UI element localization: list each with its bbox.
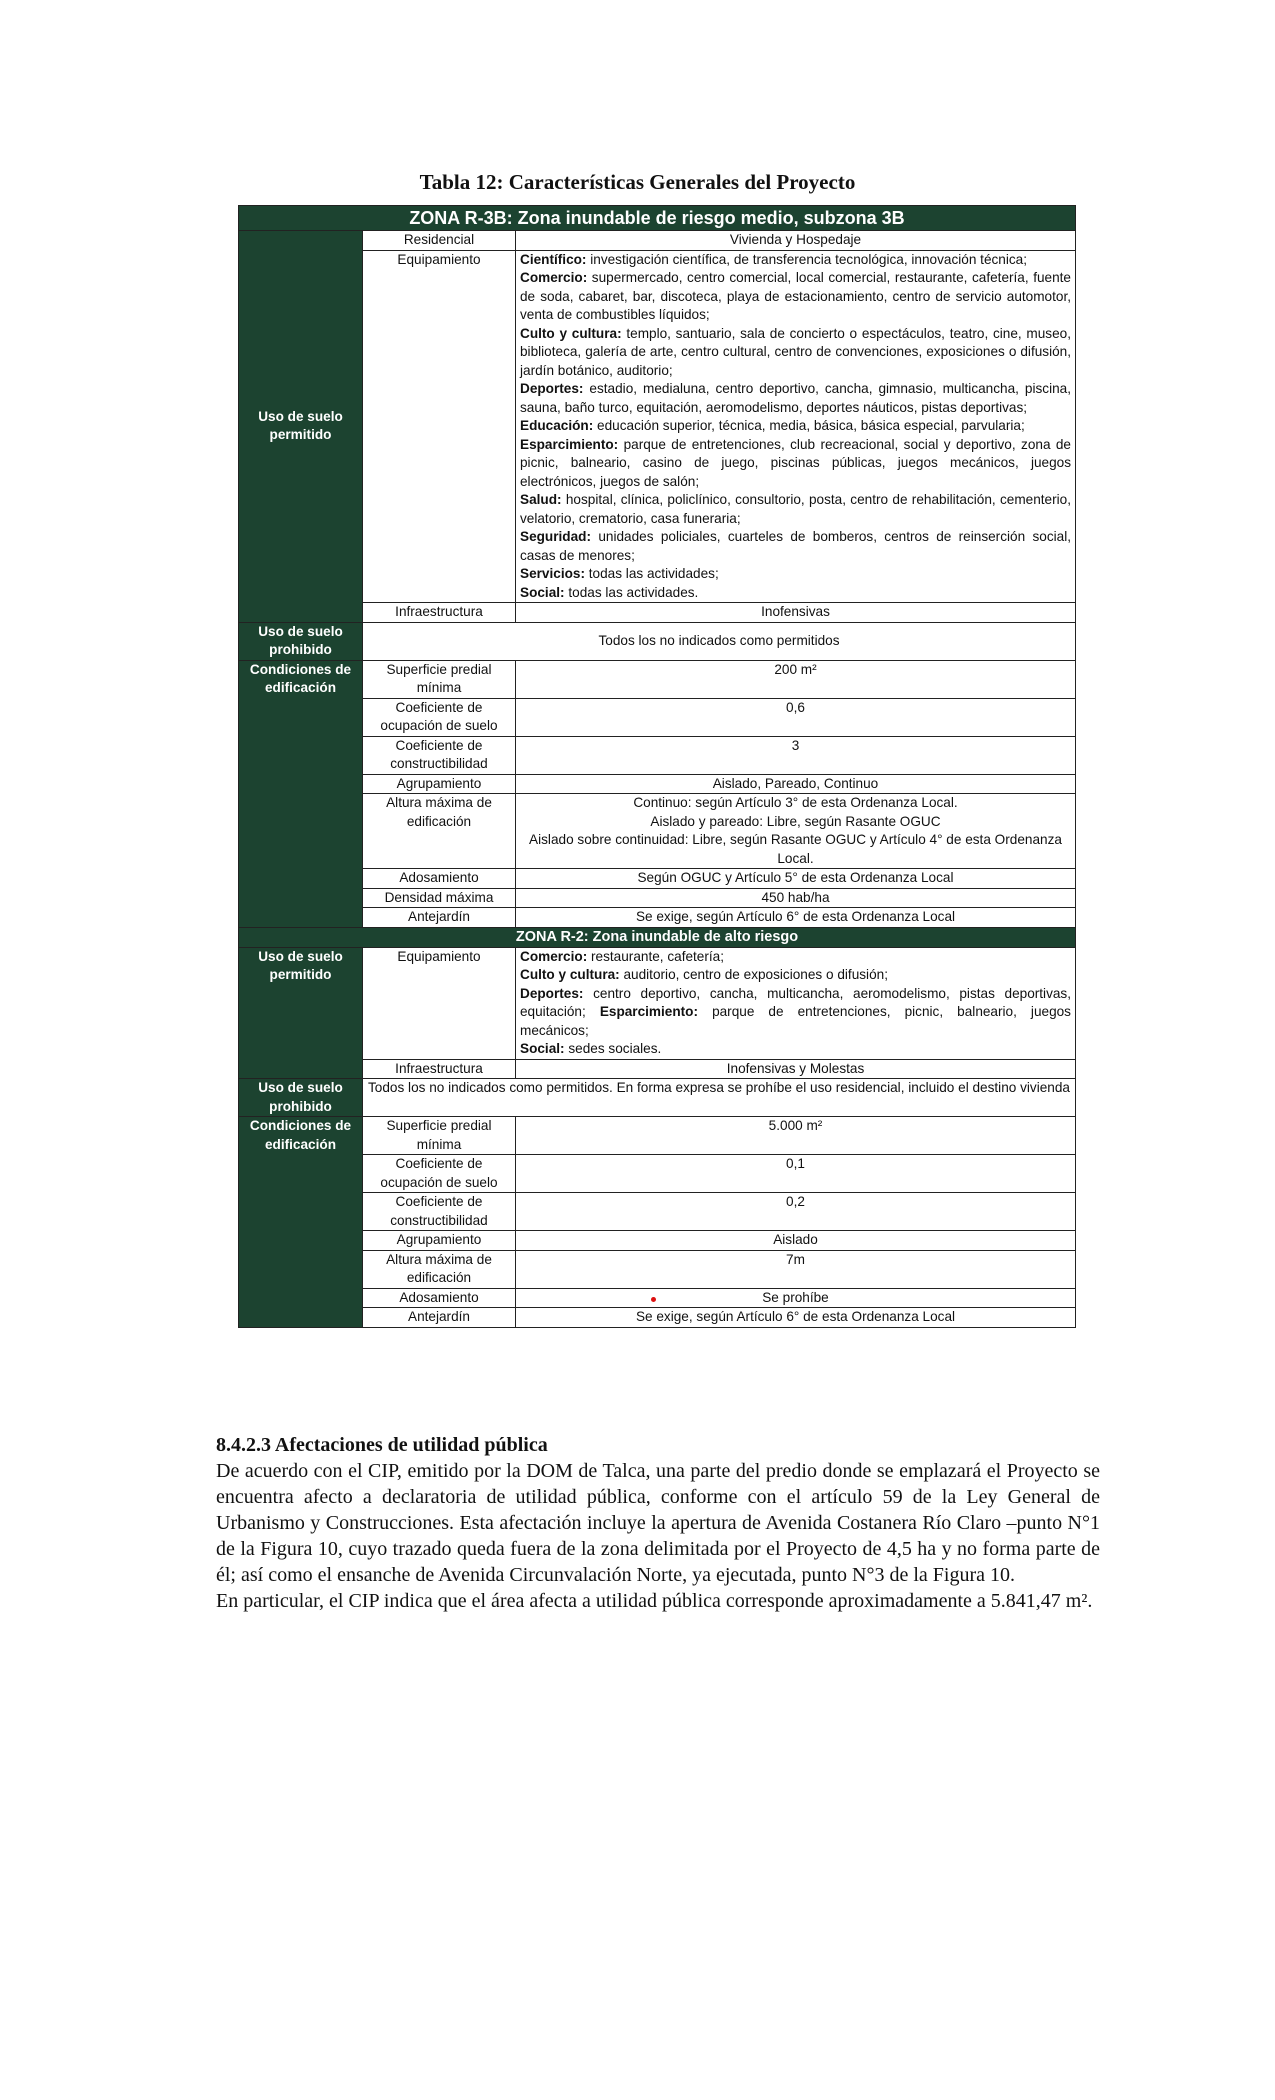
equip-text: supermercado, centro comercial, local comercial, restaurante, cafetería, fuente de soda, cabaret, bar, discoteca, playa de estacionamiento, centro de servicio automotor, venta de combustibles líquidos; bbox=[520, 270, 1071, 322]
cond-label: Adosamiento bbox=[363, 1288, 516, 1308]
section-body bbox=[216, 1432, 1100, 1614]
equip-text: estadio, medialuna, centro deportivo, cancha, gimnasio, multicancha, piscina, sauna, baño turco, equitación, aeromodelismo, deportes náuticos, pistas deportivas; bbox=[520, 381, 1071, 415]
cond-value: Según OGUC y Artículo 5° de esta Ordenanza Local bbox=[516, 869, 1076, 889]
table-row bbox=[239, 603, 1076, 623]
equip-cat: Deportes: bbox=[520, 985, 584, 1001]
equipamiento-label: Equipamiento bbox=[363, 947, 516, 1059]
cond-label: Antejardín bbox=[363, 1308, 516, 1328]
cond-label: Agrupamiento bbox=[363, 1231, 516, 1251]
equip-cat: Esparcimiento: bbox=[599, 1004, 699, 1019]
table-row bbox=[239, 1288, 1076, 1308]
table-row bbox=[239, 736, 1076, 774]
table-row bbox=[239, 1117, 1076, 1155]
uso-prohibido-value: Todos los no indicados como permitidos bbox=[363, 622, 1076, 660]
cond-label: Superficie predial mínima bbox=[363, 660, 516, 698]
equip-text: parque de entretenciones, club recreacional, social y deportivo, zona de picnic, balneario, casino de juego, piscinas públicas, juegos mecánicos, juegos electrónicos, juegos de salón; bbox=[520, 436, 1071, 489]
cond-value: Aislado, Pareado, Continuo bbox=[516, 774, 1076, 794]
table-row bbox=[239, 888, 1076, 908]
cond-value: Continuo: según Artículo 3° de esta Ordenanza Local. Aislado y pareado: Libre, según Rasante OGUC Aislado sobre continuidad: Libre, según Rasante OGUC y Artículo 4° de esta Ordenanza Local. bbox=[516, 794, 1076, 869]
cond-value: Se prohíbe bbox=[516, 1288, 1076, 1308]
equip-cat: Culto y cultura: bbox=[520, 967, 620, 982]
equip-cat: Social: bbox=[520, 1041, 565, 1056]
cond-label: Antejardín bbox=[363, 908, 516, 928]
equip-text: restaurante, cafetería; bbox=[591, 948, 725, 964]
uso-permitido-label: Uso de suelo permitido bbox=[239, 231, 363, 623]
table-row bbox=[239, 794, 1076, 869]
cond-label: Altura máxima de edificación bbox=[363, 794, 516, 869]
table-row bbox=[239, 1308, 1076, 1328]
cond-label: Coeficiente de constructibilidad bbox=[363, 736, 516, 774]
equip-cat: Esparcimiento: bbox=[520, 436, 619, 452]
equip-text: todas las actividades. bbox=[568, 584, 699, 600]
equipamiento-list bbox=[516, 250, 1076, 603]
equipamiento-label: Equipamiento bbox=[363, 250, 516, 603]
equip-text: templo, santuario, sala de concierto o espectáculos, teatro, cine, museo, biblioteca, galería de arte, centro cultural, centro de convenciones, exposiciones o difusión, jardín botánico, auditorio; bbox=[520, 325, 1071, 378]
cond-label: Coeficiente de ocupación de suelo bbox=[363, 1155, 516, 1193]
infraestructura-value: Inofensivas y Molestas bbox=[516, 1059, 1076, 1079]
table-row bbox=[239, 250, 1076, 603]
table-row bbox=[239, 660, 1076, 698]
condiciones-label: Condiciones de edificación bbox=[239, 660, 363, 927]
cond-value: 200 m² bbox=[516, 660, 1076, 698]
equip-text: todas las actividades; bbox=[588, 566, 719, 581]
equip-text: sedes sociales. bbox=[568, 1041, 662, 1056]
equip-cat: Educación: bbox=[520, 418, 594, 433]
cond-label: Superficie predial mínima bbox=[363, 1117, 516, 1155]
equip-text: hospital, clínica, policlínico, consultorio, posta, centro de rehabilitación, cementerio, velatorio, crematorio, casa funeraria; bbox=[520, 492, 1071, 526]
uso-prohibido-value: Todos los no indicados como permitidos. En forma expresa se prohíbe el uso residencial, incluido el destino vivienda bbox=[363, 1079, 1076, 1117]
equip-text: investigación científica, de transferencia tecnológica, innovación técnica; bbox=[590, 251, 1028, 267]
condiciones-label: Condiciones de edificación bbox=[239, 1117, 363, 1328]
cond-value: 450 hab/ha bbox=[516, 888, 1076, 908]
table-row bbox=[239, 1193, 1076, 1231]
equip-cat: Seguridad: bbox=[520, 529, 591, 544]
residencial-value: Vivienda y Hospedaje bbox=[516, 231, 1076, 251]
infraestructura-label: Infraestructura bbox=[363, 603, 516, 623]
zone-title: ZONA R-2: Zona inundable de alto riesgo bbox=[239, 927, 1076, 947]
uso-prohibido-label: Uso de suelo prohibido bbox=[239, 622, 363, 660]
equip-text: educación superior, técnica, media, básica, básica especial, parvularia; bbox=[597, 418, 1025, 433]
table-row bbox=[239, 774, 1076, 794]
equip-text: centro deportivo, cancha, multicancha, aeromodelismo, pistas deportivas, equitación; bbox=[520, 985, 1072, 1019]
table-row bbox=[239, 1250, 1076, 1288]
paragraph: De acuerdo con el CIP, emitido por la DOM de Talca, una parte del predio donde se emplazará el Proyecto se encuentra afecto a declaratoria de utilidad pública, conforme con el artículo 59 de la Ley General de Urbanismo y Construcciones. Esta afectación incluye la apertura de Avenida Costanera Río Claro –punto N°1 de la Figura 10, cuyo trazado queda fuera de la zona delimitada por el Proyecto de 4,5 ha y no forma parte de él; así como el ensanche de Avenida Circunvalación Norte, ya ejecutada, punto N°3 de la Figura 10. bbox=[216, 1460, 1100, 1586]
cond-value: 0,1 bbox=[516, 1155, 1076, 1193]
table-row bbox=[239, 1231, 1076, 1251]
uso-permitido-label: Uso de suelo permitido bbox=[239, 947, 363, 1079]
table-row bbox=[239, 1079, 1076, 1117]
equip-text: parque de entretenciones, picnic, balneario, juegos mecánicos; bbox=[520, 1004, 1071, 1038]
table-row bbox=[239, 908, 1076, 928]
equip-cat: Culto y cultura: bbox=[520, 325, 622, 341]
cond-value: Se exige, según Artículo 6° de esta Ordenanza Local bbox=[516, 1308, 1076, 1328]
cond-label: Densidad máxima bbox=[363, 888, 516, 908]
cond-label: Altura máxima de edificación bbox=[363, 1250, 516, 1288]
cond-value: Se exige, según Artículo 6° de esta Ordenanza Local bbox=[516, 908, 1076, 928]
table-row bbox=[239, 947, 1076, 1059]
cond-label: Agrupamiento bbox=[363, 774, 516, 794]
characteristics-table bbox=[238, 205, 1076, 1328]
zone-header-row bbox=[239, 927, 1076, 947]
zone-title: ZONA R-3B: Zona inundable de riesgo medio, subzona 3B bbox=[239, 206, 1076, 231]
residencial-label: Residencial bbox=[363, 231, 516, 251]
table-row bbox=[239, 698, 1076, 736]
table-row bbox=[239, 869, 1076, 889]
uso-prohibido-label: Uso de suelo prohibido bbox=[239, 1079, 363, 1117]
cond-value: 7m bbox=[516, 1250, 1076, 1288]
cond-value: 5.000 m² bbox=[516, 1117, 1076, 1155]
zone-header-row bbox=[239, 206, 1076, 231]
infraestructura-value: Inofensivas bbox=[516, 603, 1076, 623]
table-caption: Tabla 12: Características Generales del Proyecto bbox=[419, 170, 856, 194]
equipamiento-list bbox=[516, 947, 1076, 1059]
cond-label: Coeficiente de constructibilidad bbox=[363, 1193, 516, 1231]
equip-text: auditorio, centro de exposiciones o difusión; bbox=[623, 967, 888, 982]
red-dot-mark bbox=[651, 1297, 656, 1302]
cond-label: Coeficiente de ocupación de suelo bbox=[363, 698, 516, 736]
equip-cat: Social: bbox=[520, 584, 565, 600]
paragraph: En particular, el CIP indica que el área afecta a utilidad pública corresponde aproximadamente a 5.841,47 m². bbox=[216, 1590, 1093, 1612]
equip-cat: Salud: bbox=[520, 492, 562, 507]
cond-value: 0,2 bbox=[516, 1193, 1076, 1231]
table-row bbox=[239, 231, 1076, 251]
cond-value: Aislado bbox=[516, 1231, 1076, 1251]
table-row bbox=[239, 1059, 1076, 1079]
equip-cat: Comercio: bbox=[520, 948, 588, 964]
cond-value: 0,6 bbox=[516, 698, 1076, 736]
equip-cat: Comercio: bbox=[520, 270, 588, 285]
table-row bbox=[239, 622, 1076, 660]
infraestructura-label: Infraestructura bbox=[363, 1059, 516, 1079]
equip-cat: Científico: bbox=[520, 251, 587, 267]
section-heading: 8.4.2.3 Afectaciones de utilidad pública bbox=[216, 1434, 548, 1456]
equip-cat: Servicios: bbox=[520, 566, 585, 581]
equip-text: unidades policiales, cuarteles de bomberos, centros de reinserción social, casas de menores; bbox=[520, 529, 1071, 563]
cond-value: 3 bbox=[516, 736, 1076, 774]
cond-label: Adosamiento bbox=[363, 869, 516, 889]
table-row bbox=[239, 1155, 1076, 1193]
equip-cat: Deportes: bbox=[520, 381, 584, 396]
